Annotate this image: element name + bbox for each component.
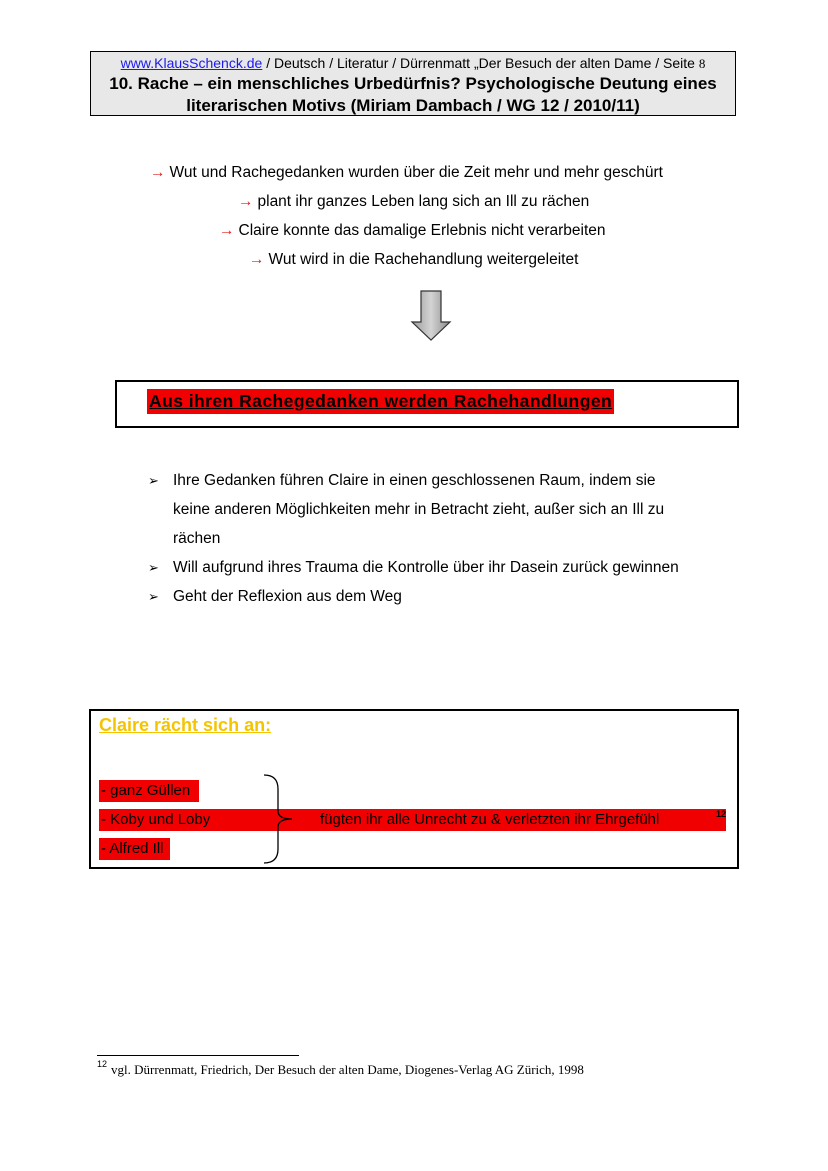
header-title-line-1: 10. Rache – ein menschliches Urbedürfnis? Psychologische Deutung eines [109, 74, 717, 93]
target-item [99, 780, 199, 802]
arrow-line-text: Wut wird in die Rachehandlung weitergeleitet [268, 251, 579, 268]
footnote-text: vgl. Dürrenmatt, Friedrich, Der Besuch der alten Dame, Diogenes-Verlag AG Zürich, 1998 [111, 1062, 584, 1077]
list-item [148, 582, 738, 611]
bullet-arrow-icon: ➢ [148, 589, 159, 604]
arrow-line-3 [219, 221, 606, 241]
list-item-text: Geht der Reflexion aus dem Weg [173, 588, 402, 605]
footnote-number: 12 [97, 1059, 108, 1069]
target-label: - Alfred Ill [101, 840, 164, 857]
target-reason: fügten ihr alle Unrecht zu & verletzten ihr Ehrgefühl [320, 811, 660, 828]
revenge-targets-title: Claire rächt sich an: [99, 715, 272, 735]
arrow-line-text: Wut und Rachegedanken wurden über die Zeit mehr und mehr geschürt [169, 164, 663, 181]
bullet-arrow-icon: ➢ [148, 473, 159, 488]
footnote-reference[interactable]: 12 [715, 809, 726, 819]
footnote-separator [97, 1055, 299, 1056]
footnote [97, 1059, 584, 1078]
arrow-right-icon: → [150, 164, 166, 181]
arrow-right-icon: → [238, 193, 254, 210]
action-summary-box [115, 380, 739, 428]
target-label: - Koby und Loby [101, 811, 211, 828]
arrow-line-text: plant ihr ganzes Leben lang sich an Ill zu rächen [257, 193, 590, 210]
action-summary-text: Aus ihren Rachegedanken werden Rachehandlungen [147, 389, 614, 414]
site-link[interactable]: www.KlausSchenck.de [120, 55, 263, 71]
list-item-text: keine anderen Möglichkeiten mehr in Betracht zieht, außer sich an Ill zu [173, 501, 665, 518]
header-title-line-2: literarischen Motivs (Miriam Dambach / WG 12 / 2010/11) [186, 96, 640, 115]
revenge-targets-box [89, 709, 739, 869]
arrow-line-text: Claire konnte das damalige Erlebnis nicht verarbeiten [238, 222, 606, 239]
arrow-line-2 [238, 192, 589, 212]
list-item-text: Will aufgrund ihres Trauma die Kontrolle über ihr Dasein zurück gewinnen [173, 559, 679, 576]
list-item [148, 553, 738, 582]
header-breadcrumb: / Deutsch / Literatur / Dürrenmatt „Der Besuch der alten Dame / Seite [262, 55, 699, 71]
list-item-text: Ihre Gedanken führen Claire in einen geschlossenen Raum, indem sie [173, 472, 656, 489]
list-item [148, 466, 738, 553]
arrow-right-icon: → [249, 251, 265, 268]
target-item [99, 838, 170, 860]
bullet-list [148, 466, 738, 611]
bullet-arrow-icon: ➢ [148, 560, 159, 575]
target-label: - ganz Güllen [101, 782, 191, 799]
header-page-number: 8 [698, 56, 706, 71]
arrow-right-icon: → [219, 222, 235, 239]
header-source-line [91, 54, 735, 73]
down-arrow-icon [410, 290, 452, 342]
page-header [90, 51, 736, 116]
target-item [99, 809, 726, 831]
arrow-line-4 [249, 250, 578, 270]
right-brace-icon [264, 773, 304, 865]
arrow-line-1 [150, 163, 663, 183]
list-item-text: rächen [173, 530, 221, 547]
